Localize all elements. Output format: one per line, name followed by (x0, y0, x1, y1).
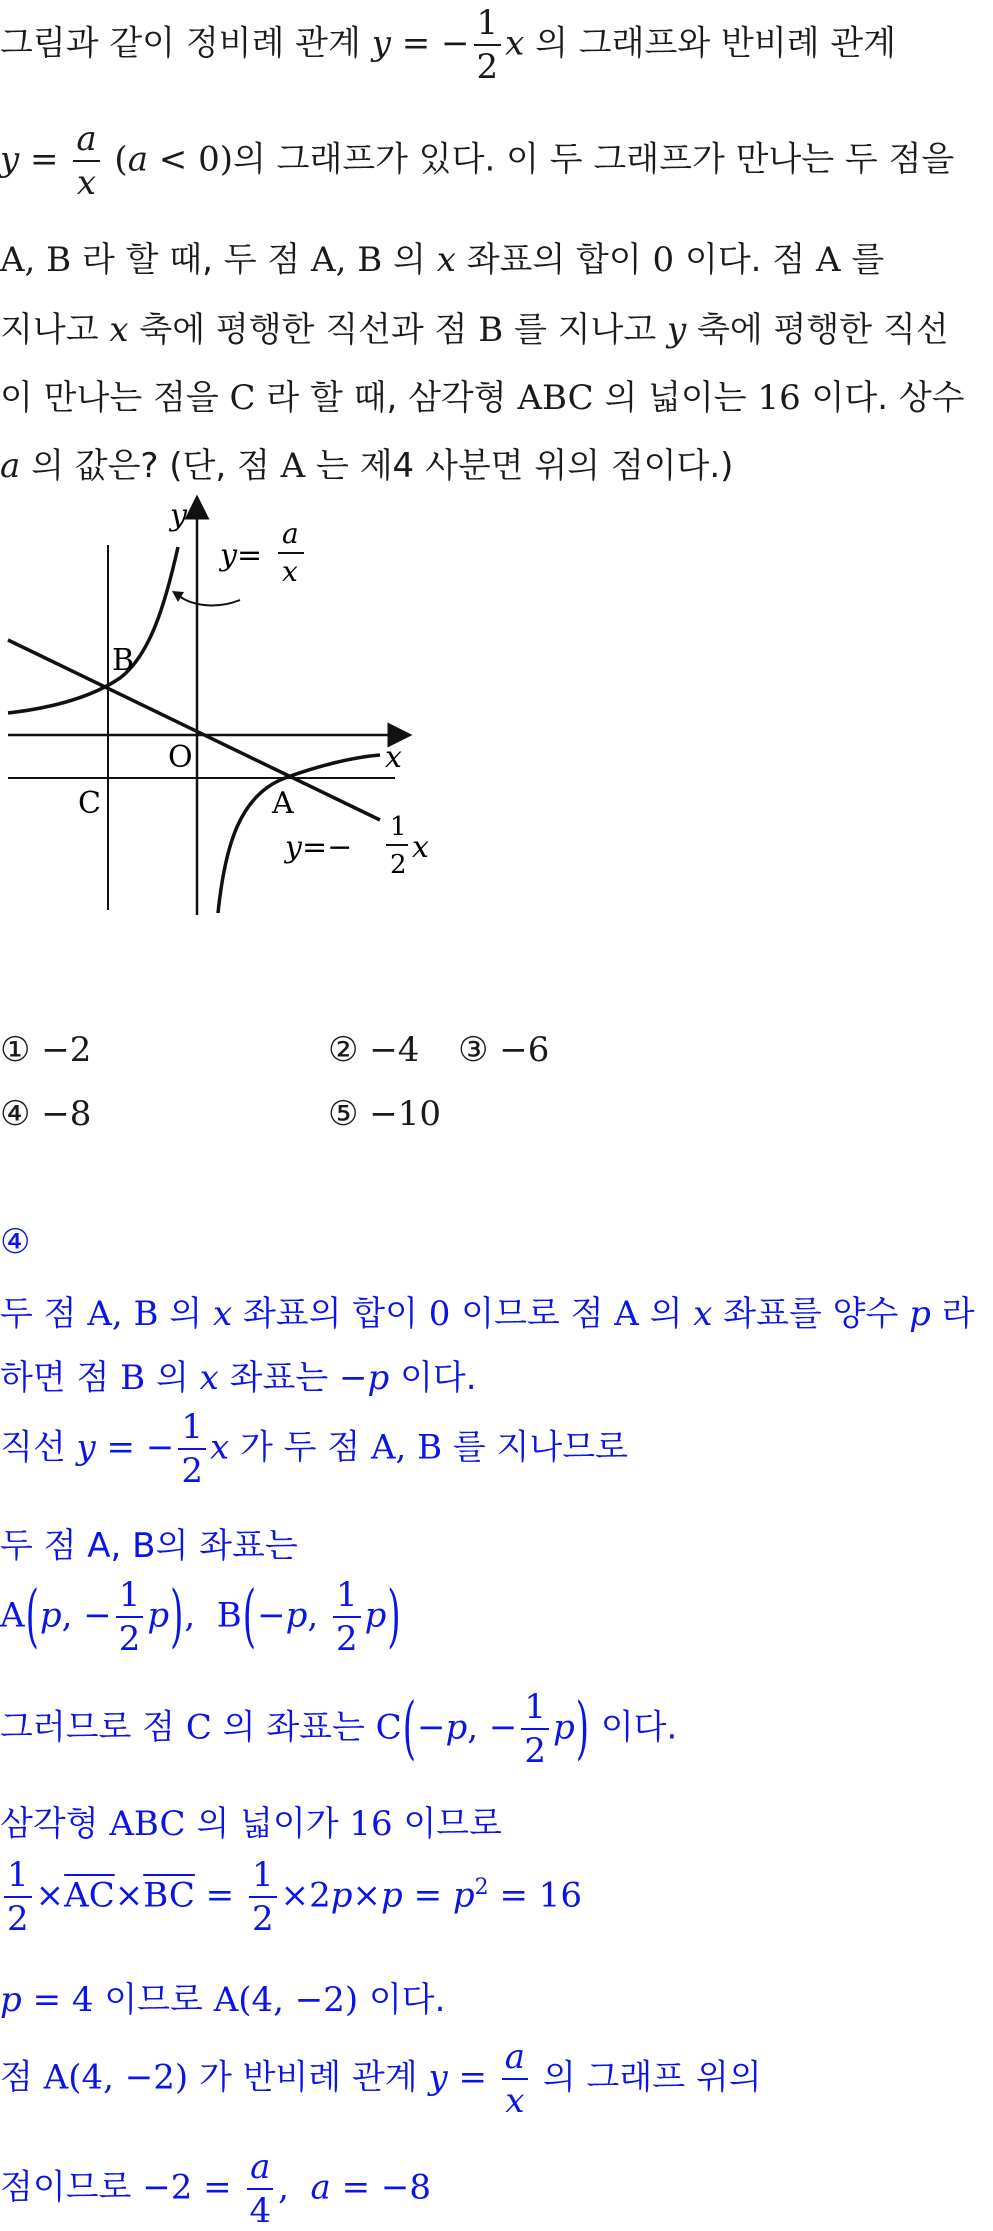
choice-3[interactable]: ③ −6 (458, 1030, 550, 1070)
solution-line-4: 두 점 A, B의 좌표는 (0, 1526, 298, 1566)
solution-line-5: A(p, − $\frac{1}{2}$ p), B(−p, $\frac{1}{2}$ p) (0, 1575, 401, 1659)
choice-2[interactable]: ② −4 (328, 1030, 420, 1070)
question-line-5: 이 만나는 점을 C 라 할 때, 삼각형 ABC 의 넓이는 16 이다. 상수 (0, 378, 965, 418)
curve-label-num: a (282, 517, 299, 550)
question-line-3: A, B 라 할 때, 두 점 A, B 의 x 좌표의 합이 0 이다. 점 A 를 (0, 240, 885, 280)
label-x: x (385, 740, 402, 775)
solution-line-11: 점이므로 −2 = $\frac{a}{4}$ , a = −8 (0, 2147, 432, 2231)
solution-line-3: 직선 y = − $\frac{1}{2}$ x 가 두 점 A, B 를 지나므로 (0, 1407, 628, 1491)
question-line-2: y = $\frac{a}{x}$ (a < 0)의 그래프가 있다. 이 두 그래프가 만나는 두 점을 (0, 119, 955, 203)
line-label-lhs: y=− (285, 830, 353, 865)
solution-line-8: $\frac{1}{2}$ $\times\overline{AC}\times\overline{BC}$ = $\frac{1}{2}$ $\times 2p\times p = p^2 = 16$ (0, 1858, 582, 1936)
choice-5[interactable]: ⑤ −10 (328, 1094, 442, 1134)
choice-1[interactable]: ① −2 (0, 1030, 92, 1070)
solution-line-7: 삼각형 ABC 의 넓이가 16 이므로 (0, 1804, 502, 1844)
graph-figure (0, 495, 460, 925)
question-line-4: 지나고 x 축에 평행한 직선과 점 B 를 지나고 y 축에 평행한 직선 (0, 310, 949, 350)
solution-line-6: 그러므로 점 C 의 좌표는 C(−p, − $\frac{1}{2}$ p) 이다. (0, 1687, 678, 1771)
choice-4[interactable]: ④ −8 (0, 1094, 92, 1134)
label-y: y (170, 498, 187, 533)
curve-label-den: x (282, 555, 298, 588)
label-B: B (112, 643, 135, 678)
curve-label-leader (178, 595, 240, 605)
question-line-6: a 의 값은? (단, 점 A 는 제4 사분면 위의 점이다.) (0, 446, 734, 486)
curve-label-arrowhead (172, 591, 184, 602)
proportional-line (8, 640, 380, 820)
solution-line-10: 점 A(4, −2) 가 반비례 관계 y = $\frac{a}{x}$ 의 그래프 위의 (0, 2037, 762, 2121)
label-O: O (168, 740, 193, 775)
curve-label-lhs: y= (220, 538, 263, 573)
line-label-num: 1 (390, 812, 407, 842)
line-label-var: x (412, 830, 429, 865)
solution-answer: ④ (0, 1222, 31, 1262)
solution-line-9: p = 4 이므로 A(4, −2) 이다. (0, 1980, 446, 2020)
label-C: C (78, 786, 101, 821)
line-label-den: 2 (390, 850, 407, 880)
solution-line-2: 하면 점 B 의 x 좌표는 −p 이다. (0, 1358, 477, 1398)
label-A: A (272, 786, 294, 821)
solution-line-1: 두 점 A, B 의 x 좌표의 합이 0 이므로 점 A 의 x 좌표를 양수 p 라 (0, 1294, 975, 1334)
hyperbola-left-branch (8, 547, 178, 713)
question-line-1: 그림과 같이 정비례 관계 y = − $\frac{1}{2}$ x 의 그래프와 반비례 관계 (0, 3, 897, 87)
